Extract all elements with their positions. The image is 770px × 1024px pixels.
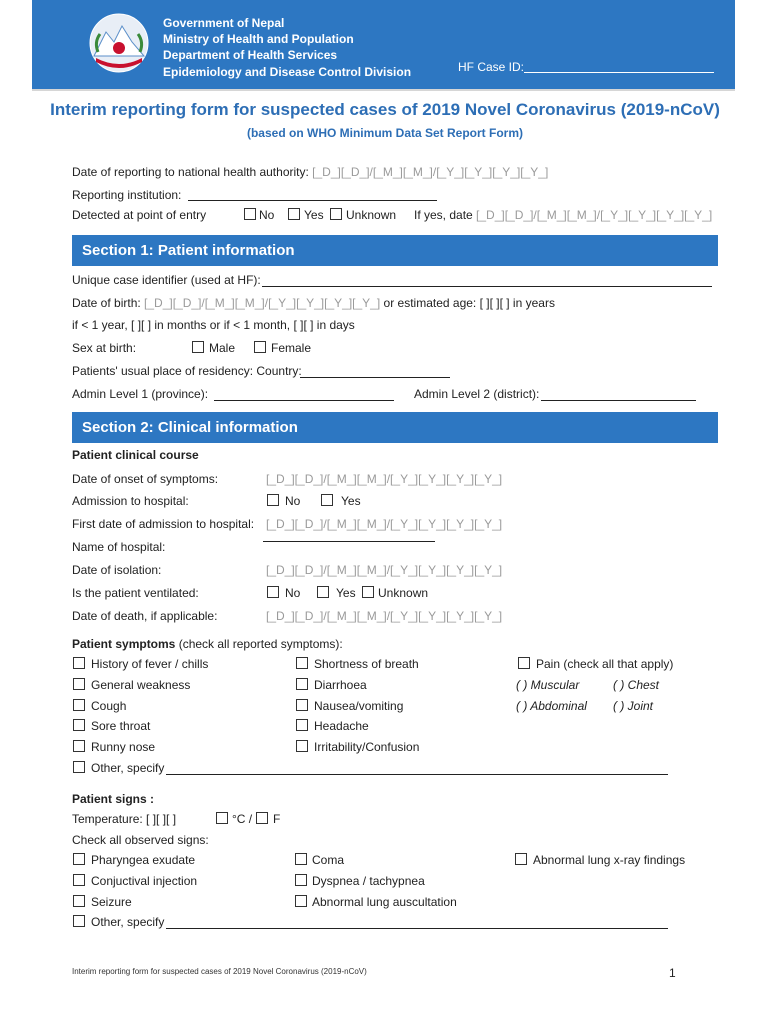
- admin2-label: Admin Level 2 (district):: [414, 387, 540, 401]
- sign-pharyngeal-label: Pharyngea exudate: [91, 853, 196, 867]
- reporting-date-field[interactable]: [_D_][_D_]/[_M_][_M_]/[_Y_][_Y_][_Y_][_Y_]: [312, 165, 549, 179]
- unique-id-label: Unique case identifier (used at HF):: [72, 273, 261, 287]
- pain-joint[interactable]: ( ) Joint: [613, 699, 654, 713]
- symptom-runny-nose-label: Runny nose: [91, 740, 156, 754]
- admission-no-checkbox[interactable]: [267, 494, 279, 506]
- dob-label: Date of birth:: [72, 296, 141, 310]
- signs-heading: Patient signs :: [72, 792, 155, 806]
- sign-seizure-label: Seizure: [91, 895, 132, 909]
- sign-other-checkbox[interactable]: [73, 915, 85, 927]
- admin1-field[interactable]: [214, 400, 394, 401]
- sign-other-label: Other, specify: [91, 915, 165, 929]
- ventilated-label: Is the patient ventilated:: [72, 586, 199, 600]
- detected-yes-checkbox[interactable]: [288, 208, 300, 220]
- sign-conjunctival-checkbox[interactable]: [73, 874, 85, 886]
- page-number: 1: [669, 966, 676, 980]
- sign-pharyngeal-checkbox[interactable]: [73, 853, 85, 865]
- symptom-sore-throat-label: Sore throat: [91, 719, 151, 733]
- sign-coma-checkbox[interactable]: [295, 853, 307, 865]
- admin1-label: Admin Level 1 (province):: [72, 387, 209, 401]
- first-admission-label: First date of admission to hospital:: [72, 517, 255, 531]
- ventilated-unknown-checkbox[interactable]: [362, 586, 374, 598]
- sign-xray-label: Abnormal lung x-ray findings: [533, 853, 686, 867]
- symptom-diarrhoea-checkbox[interactable]: [296, 678, 308, 690]
- symptoms-note: (check all reported symptoms):: [178, 637, 343, 651]
- if-yes-date-field[interactable]: [_D_][_D_]/[_M_][_M_]/[_Y_][_Y_][_Y_][_Y_]: [476, 208, 713, 222]
- clinical-course-heading: Patient clinical course: [72, 448, 199, 462]
- detected-no-checkbox[interactable]: [244, 208, 256, 220]
- age-months-row: if < 1 year, [ ][ ] in months or if < 1 month, [ ][ ] in days: [72, 318, 355, 332]
- header-ministry: Ministry of Health and Population: [163, 32, 354, 46]
- sign-coma-label: Coma: [312, 853, 345, 867]
- reporting-institution-field[interactable]: [188, 200, 437, 201]
- temp-celsius-label: °C /: [232, 812, 253, 826]
- admin2-field[interactable]: [541, 400, 696, 401]
- ventilated-yes-label: Yes: [336, 586, 356, 600]
- symptom-headache-label: Headache: [314, 719, 369, 733]
- form-subtitle: (based on WHO Minimum Data Set Report Form): [246, 126, 523, 140]
- admission-yes-label: Yes: [341, 494, 361, 508]
- onset-date-field[interactable]: [_D_][_D_]/[_M_][_M_]/[_Y_][_Y_][_Y_][_Y_]: [266, 472, 503, 486]
- sex-female-label: Female: [271, 341, 312, 355]
- sign-seizure-checkbox[interactable]: [73, 895, 85, 907]
- symptoms-heading-row: [72, 637, 343, 651]
- temp-fahrenheit-label: F: [273, 812, 281, 826]
- if-yes-date-label: If yes, date: [414, 208, 473, 222]
- symptom-sore-throat-checkbox[interactable]: [73, 719, 85, 731]
- symptom-other-label: Other, specify: [91, 761, 165, 775]
- sign-auscultation-label: Abnormal lung auscultation: [312, 895, 457, 909]
- header-divider: [32, 89, 735, 91]
- symptom-headache-checkbox[interactable]: [296, 719, 308, 731]
- footer-text: Interim reporting form for suspected cases of 2019 Novel Coronavirus (2019-nCoV): [72, 967, 367, 976]
- symptom-runny-nose-checkbox[interactable]: [73, 740, 85, 752]
- sign-auscultation-checkbox[interactable]: [295, 895, 307, 907]
- symptom-weakness-label: General weakness: [91, 678, 191, 692]
- symptom-other-checkbox[interactable]: [73, 761, 85, 773]
- header-department: Department of Health Services: [163, 48, 338, 62]
- temp-fahrenheit-checkbox[interactable]: [256, 812, 268, 824]
- symptom-breath-checkbox[interactable]: [296, 657, 308, 669]
- sex-male-label: Male: [209, 341, 236, 355]
- admission-yes-checkbox[interactable]: [321, 494, 333, 506]
- sign-conjunctival-label: Conjuctival injection: [91, 874, 198, 888]
- temp-celsius-checkbox[interactable]: [216, 812, 228, 824]
- observed-signs-label: Check all observed signs:: [72, 833, 209, 847]
- onset-label: Date of onset of symptoms:: [72, 472, 219, 486]
- symptom-irritability-checkbox[interactable]: [296, 740, 308, 752]
- sign-dyspnea-checkbox[interactable]: [295, 874, 307, 886]
- reporting-institution-label: Reporting institution:: [72, 188, 182, 202]
- header-government: Government of Nepal: [163, 16, 285, 30]
- temperature-label: Temperature: [ ][ ][ ]: [72, 812, 177, 826]
- symptoms-heading: Patient symptoms: [72, 637, 176, 651]
- sex-male-checkbox[interactable]: [192, 341, 204, 353]
- pain-chest[interactable]: ( ) Chest: [613, 678, 660, 692]
- if-yes-date-row: [414, 208, 712, 222]
- hospital-name-field[interactable]: [263, 541, 435, 542]
- symptom-other-field[interactable]: [166, 774, 668, 775]
- ventilated-no-checkbox[interactable]: [267, 586, 279, 598]
- hf-case-id-field[interactable]: [524, 72, 714, 73]
- isolation-date-field[interactable]: [_D_][_D_]/[_M_][_M_]/[_Y_][_Y_][_Y_][_Y_]: [266, 563, 503, 577]
- symptom-fever-checkbox[interactable]: [73, 657, 85, 669]
- sex-female-checkbox[interactable]: [254, 341, 266, 353]
- form-title: Interim reporting form for suspected cases of 2019 Novel Coronavirus (2019-nCoV): [50, 100, 720, 119]
- detected-no-label: No: [259, 208, 275, 222]
- symptom-diarrhoea-label: Diarrhoea: [314, 678, 367, 692]
- detected-unknown-label: Unknown: [346, 208, 397, 222]
- symptom-nausea-checkbox[interactable]: [296, 699, 308, 711]
- sign-dyspnea-label: Dyspnea / tachypnea: [312, 874, 425, 888]
- pain-abdominal[interactable]: ( ) Abdominal: [516, 699, 587, 713]
- admission-no-label: No: [285, 494, 301, 508]
- death-label: Date of death, if applicable:: [72, 609, 218, 623]
- header-division: Epidemiology and Disease Control Division: [163, 65, 412, 79]
- symptom-pain-checkbox[interactable]: [518, 657, 530, 669]
- hospital-name-label: Name of hospital:: [72, 540, 166, 554]
- symptom-weakness-checkbox[interactable]: [73, 678, 85, 690]
- dob-row: [72, 296, 555, 310]
- dob-field[interactable]: [_D_][_D_]/[_M_][_M_]/[_Y_][_Y_][_Y_][_Y_]: [144, 296, 381, 310]
- sign-other-field[interactable]: [166, 928, 668, 929]
- detected-unknown-checkbox[interactable]: [330, 208, 342, 220]
- reporting-date-row: [72, 165, 548, 179]
- hf-case-id-label: HF Case ID:: [458, 60, 525, 74]
- symptom-irritability-label: Irritability/Confusion: [314, 740, 420, 754]
- nepal-emblem-icon: [86, 12, 152, 74]
- symptom-nausea-label: Nausea/vomiting: [314, 699, 404, 713]
- reporting-date-label: Date of reporting to national health authority:: [72, 165, 309, 179]
- detected-label: Detected at point of entry: [72, 208, 207, 222]
- country-field[interactable]: [300, 377, 450, 378]
- estimated-age: or estimated age: [ ][ ][ ] in years: [383, 296, 555, 310]
- ventilated-no-label: No: [285, 586, 301, 600]
- symptom-pain-label: Pain (check all that apply): [536, 657, 674, 671]
- isolation-label: Date of isolation:: [72, 563, 162, 577]
- unique-id-field[interactable]: [262, 286, 712, 287]
- symptom-cough-label: Cough: [91, 699, 127, 713]
- symptom-breath-label: Shortness of breath: [314, 657, 419, 671]
- residency-label: Patients' usual place of residency: Country:: [72, 364, 302, 378]
- death-date-field[interactable]: [_D_][_D_]/[_M_][_M_]/[_Y_][_Y_][_Y_][_Y_]: [266, 609, 503, 623]
- pain-muscular[interactable]: ( ) Muscular: [516, 678, 580, 692]
- section2-header: Section 2: Clinical information: [72, 412, 718, 443]
- section1-header: Section 1: Patient information: [72, 235, 718, 266]
- admission-label: Admission to hospital:: [72, 494, 189, 508]
- sign-xray-checkbox[interactable]: [515, 853, 527, 865]
- symptom-cough-checkbox[interactable]: [73, 699, 85, 711]
- symptom-fever-label: History of fever / chills: [91, 657, 209, 671]
- detected-yes-label: Yes: [304, 208, 324, 222]
- first-admission-date-field[interactable]: [_D_][_D_]/[_M_][_M_]/[_Y_][_Y_][_Y_][_Y_]: [266, 517, 503, 531]
- sex-label: Sex at birth:: [72, 341, 137, 355]
- ventilated-yes-checkbox[interactable]: [317, 586, 329, 598]
- ventilated-unknown-label: Unknown: [378, 586, 429, 600]
